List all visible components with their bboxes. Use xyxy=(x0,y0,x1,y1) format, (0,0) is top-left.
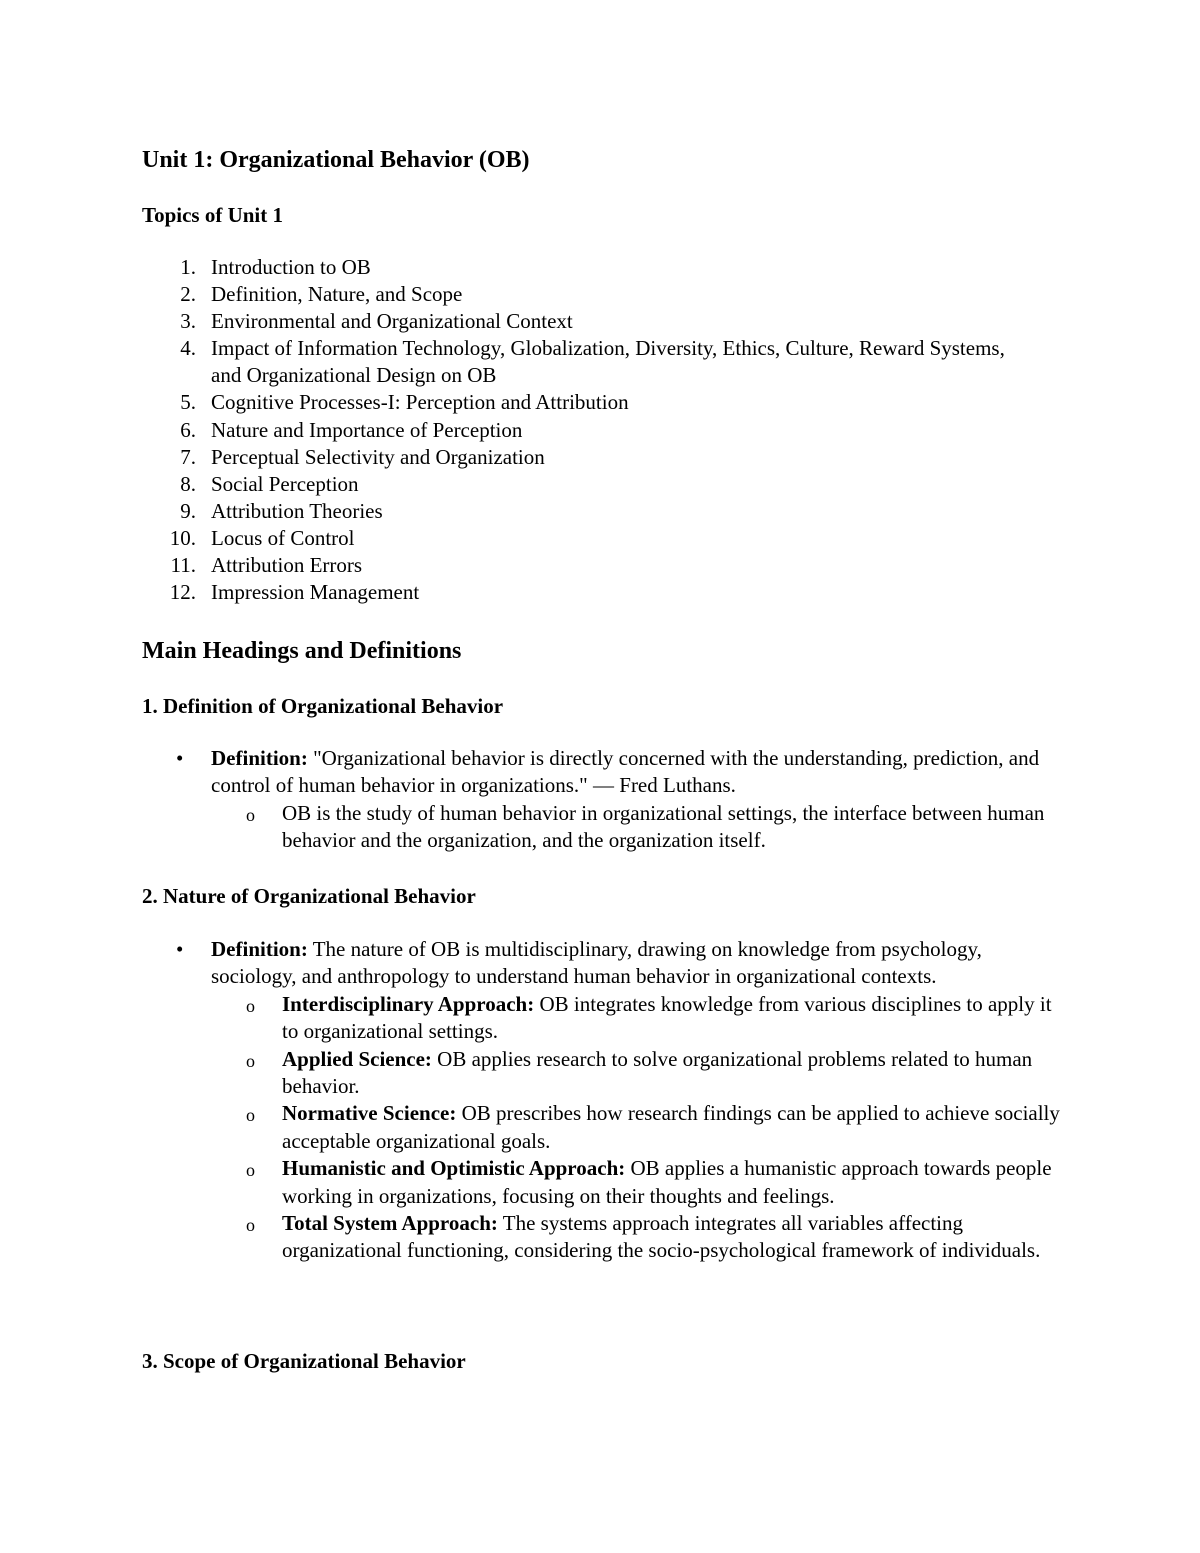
sub-bullet-label: Interdisciplinary Approach: xyxy=(282,991,535,1016)
topic-text: Locus of Control xyxy=(211,525,355,550)
topic-number: 11. xyxy=(170,553,196,578)
topic-number: 6. xyxy=(180,417,196,442)
topic-number: 9. xyxy=(180,498,196,523)
sub-bullet-marker: o xyxy=(246,1215,255,1236)
sub-bullet-label: Applied Science: xyxy=(282,1046,432,1071)
topic-text: Environmental and Organizational Context xyxy=(211,309,573,334)
sub-bullet-marker: o xyxy=(246,1050,255,1071)
topic-item xyxy=(0,471,1031,498)
topic-text: Impact of Information Technology, Globalization, Diversity, Ethics, Culture, Reward Systems, and Organizational Design on OB xyxy=(211,336,1005,388)
topic-number: 3. xyxy=(180,309,196,334)
topic-number: 2. xyxy=(180,282,196,307)
sub-bullet-text: OB applies a humanistic approach towards people working in organizations, focusing on their thoughts and feelings. xyxy=(282,1156,1052,1208)
sub-bullet-label: Total System Approach: xyxy=(282,1211,498,1236)
topic-text: Definition, Nature, and Scope xyxy=(211,282,463,307)
topic-number: 4. xyxy=(180,336,196,361)
sub-bullet-label: Humanistic and Optimistic Approach: xyxy=(282,1156,626,1181)
bullet-marker: • xyxy=(176,746,184,770)
topic-item xyxy=(0,389,1031,416)
topic-item xyxy=(0,308,1031,335)
main-heading: Main Headings and Definitions xyxy=(142,638,462,664)
topic-number: 12. xyxy=(169,580,196,605)
sub-bullet-text: OB integrates knowledge from various disciplines to apply it to organizational settings. xyxy=(282,991,1052,1044)
topic-item xyxy=(0,444,1031,471)
topic-item xyxy=(0,417,1031,444)
topic-item xyxy=(0,254,1031,281)
topic-list xyxy=(0,254,1200,606)
topic-number: 8. xyxy=(180,471,196,496)
topic-text: Cognitive Processes-I: Perception and Attribution xyxy=(211,390,629,415)
sub-bullet-marker: o xyxy=(246,1160,255,1181)
topic-text: Introduction to OB xyxy=(211,255,371,279)
topics-heading: Topics of Unit 1 xyxy=(142,203,284,227)
sub-bullet-text: OB is the study of human behavior in organizational settings, the interface between human behavior and the organization, and the organization itself. xyxy=(282,800,1045,853)
sub-bullet-item xyxy=(0,1210,1062,1265)
topic-text: Perceptual Selectivity and Organization xyxy=(211,444,545,469)
topic-number: 1. xyxy=(180,255,196,279)
bullet-label: Definition: xyxy=(211,746,308,770)
section-heading-scope: 3. Scope of Organizational Behavior xyxy=(142,1349,466,1373)
sub-bullet-item xyxy=(0,991,1062,1046)
section-heading-definition: 1. Definition of Organizational Behavior xyxy=(142,694,504,718)
bullet-item xyxy=(0,745,1071,800)
section-definition-body xyxy=(0,745,1200,855)
topic-item xyxy=(0,281,1031,308)
topic-text: Impression Management xyxy=(211,580,420,605)
sub-bullet-marker: o xyxy=(246,1105,255,1126)
topic-number: 5. xyxy=(180,390,196,415)
topic-text: Social Perception xyxy=(211,471,359,496)
sub-bullet-marker: o xyxy=(246,995,255,1016)
topic-item xyxy=(0,525,1031,552)
sub-bullet-marker: o xyxy=(246,804,255,825)
sub-bullet-item xyxy=(0,800,1062,855)
sub-bullet-item xyxy=(0,1100,1062,1155)
document-title: Unit 1: Organizational Behavior (OB) xyxy=(142,147,530,173)
sub-bullet-item xyxy=(0,1155,1062,1210)
topic-item xyxy=(0,579,1031,606)
bullet-marker: • xyxy=(176,937,184,961)
topic-text: Nature and Importance of Perception xyxy=(211,417,523,442)
topic-number: 10. xyxy=(169,525,196,550)
topic-text: Attribution Errors xyxy=(211,553,363,578)
topic-number: 7. xyxy=(180,444,196,469)
sub-bullet-label: Normative Science: xyxy=(282,1101,457,1126)
topic-text: Attribution Theories xyxy=(211,498,383,523)
sub-bullet-text: OB prescribes how research findings can be applied to achieve socially acceptable organizational goals. xyxy=(282,1101,1060,1153)
bullet-text: The nature of OB is multidisciplinary, drawing on knowledge from psychology, sociology, and anthropology to understand human behavior in organizational contexts. xyxy=(211,937,982,989)
sub-bullet-item xyxy=(0,1046,1062,1101)
topic-item xyxy=(0,552,1031,579)
bullet-item xyxy=(0,936,1071,991)
bullet-text: "Organizational behavior is directly concerned with the understanding, prediction, and control of human behavior in organizations." — Fred Luthans. xyxy=(211,746,1040,798)
bullet-label: Definition: xyxy=(211,937,308,961)
sub-bullet-text: OB applies research to solve organizational problems related to human behavior. xyxy=(282,1046,1033,1099)
topic-item xyxy=(0,498,1031,525)
section-nature-body xyxy=(0,936,1200,1265)
sub-bullet-text: The systems approach integrates all variables affecting organizational functioning, considering the socio-psychological framework of individuals. xyxy=(282,1211,1041,1263)
topic-item xyxy=(0,335,1031,389)
section-heading-nature: 2. Nature of Organizational Behavior xyxy=(142,884,476,908)
